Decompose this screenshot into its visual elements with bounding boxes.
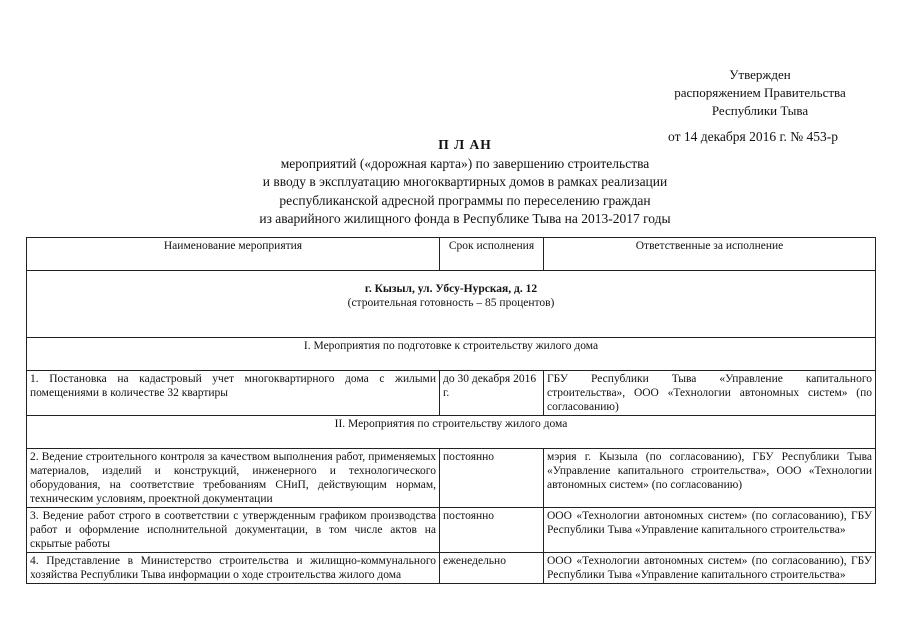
row-2-responsible: мэрия г. Кызыла (по согласованию), ГБУ Республики Тыва «Управление капитального строительства», ООО «Технологии автономных систем» (по согласованию) <box>544 449 876 508</box>
row-3-name: 3. Ведение работ строго в соответствии с утвержденным графиком производства работ и оформление исполнительной документации, в том числе актов на скрытые работы <box>27 508 440 553</box>
row-3-responsible: ООО «Технологии автономных систем» (по согласованию), ГБУ Республики Тыва «Управление капитального строительства» <box>544 508 876 553</box>
table-header-row <box>27 238 876 271</box>
row-2-term: постоянно <box>440 449 544 508</box>
table-row <box>27 553 876 584</box>
row-2-name: 2. Ведение строительного контроля за качеством выполнения работ, применяемых материалов, изделий и конструкций, инженерного и технологического оборудования, на соответствие требованиям СНиП, действующим нормам, техническим условиям, проектной документации <box>27 449 440 508</box>
row-4-responsible: ООО «Технологии автономных систем» (по согласованию), ГБУ Республики Тыва «Управление капитального строительства» <box>544 553 876 584</box>
header-term: Срок исполнения <box>440 238 544 271</box>
approval-date: от 14 декабря 2016 г. № 453-р <box>668 129 839 144</box>
section-row <box>27 338 876 371</box>
section-2-title: II. Мероприятия по строительству жилого дома <box>27 416 876 449</box>
document-title <box>230 136 700 229</box>
section-1-title: I. Мероприятия по подготовке к строительству жилого дома <box>27 338 876 371</box>
object-readiness: (строительная готовность – 85 процентов) <box>347 297 555 309</box>
section-row <box>27 416 876 449</box>
table-row <box>27 449 876 508</box>
plan-table <box>26 237 876 584</box>
header-responsible: Ответственные за исполнение <box>544 238 876 271</box>
approval-line-3: Республики Тыва <box>711 103 809 118</box>
title-line-2: и вводу в эксплуатацию многоквартирных домов в рамках реализации <box>262 174 668 189</box>
object-row <box>27 271 876 338</box>
approval-line-2: распоряжением Правительства <box>674 85 846 100</box>
table-row <box>27 508 876 553</box>
row-3-term: постоянно <box>440 508 544 553</box>
object-name: г. Кызыл, ул. Убсу-Нурская, д. 12 <box>364 283 538 295</box>
approval-block <box>640 66 880 120</box>
title-line-4: из аварийного жилищного фонда в Республике Тыва на 2013-2017 годы <box>259 211 671 226</box>
approval-line-1: Утвержден <box>729 67 791 82</box>
title-line-3: республиканской адресной программы по переселению граждан <box>279 192 651 208</box>
row-1-name: 1. Постановка на кадастровый учет многоквартирного дома с жилыми помещениями в количестве 32 квартиры <box>27 371 440 416</box>
row-4-term: еженедельно <box>440 553 544 584</box>
row-4-name: 4. Представление в Министерство строительства и жилищно-коммунального хозяйства Республики Тыва информации о ходе строительства жилого дома <box>27 553 440 584</box>
plan-heading: П Л АН <box>438 137 492 152</box>
header-name: Наименование мероприятия <box>27 238 440 271</box>
title-line-1: мероприятий («дорожная карта») по завершению строительства <box>280 155 650 171</box>
object-cell <box>27 271 876 338</box>
table-row <box>27 371 876 416</box>
row-1-term: до 30 декабря 2016 г. <box>440 371 544 416</box>
row-1-responsible: ГБУ Республики Тыва «Управление капитального строительства», ООО «Технологии автономных систем» (по согласованию) <box>544 371 876 416</box>
